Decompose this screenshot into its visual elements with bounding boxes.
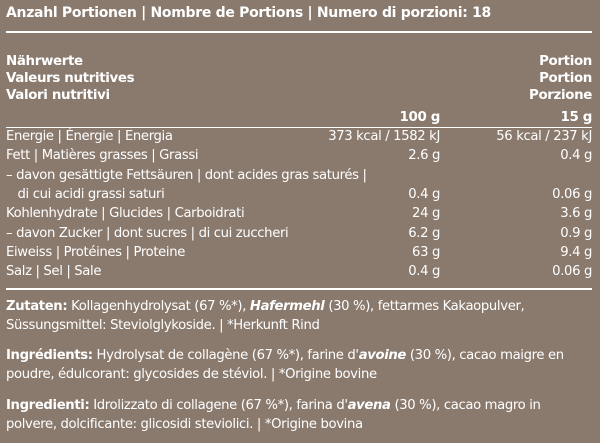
nutrient-row — [6, 245, 592, 261]
header-label-de: Nährwerte — [6, 54, 83, 69]
nutrient-value-100g: 0.4 g — [408, 187, 440, 202]
nutrient-row — [6, 226, 592, 242]
nutrient-value-100g: 24 g — [412, 206, 440, 221]
ingredients-title-de: Zutaten: — [6, 299, 68, 314]
ingredients-text-fr-2: (30 %), cacao maigre en poudre, édulcorant: glycosides de stéviol. | *Origine bovine — [6, 348, 564, 382]
nutrient-value-100g: 373 kcal / 1582 kJ — [328, 129, 440, 144]
nutrient-row — [6, 264, 592, 280]
ingredients-emphasis-de: Hafermehl — [249, 299, 325, 314]
column-15g: 15 g — [560, 110, 592, 125]
nutrient-value-15g: 0.9 g — [560, 226, 592, 241]
nutrient-row — [6, 168, 592, 184]
nutrient-label: – davon Zucker | dont sucres | di cui zuccheri — [6, 226, 289, 241]
nutrient-value-100g: 2.6 g — [408, 148, 440, 163]
header-portion-it: Porzione — [528, 88, 592, 103]
ingredients-emphasis-it: avena — [347, 398, 391, 413]
nutrient-label: Fett | Matières grasses | Grassi — [6, 148, 199, 163]
nutrient-label: Kohlenhydrate | Glucides | Carboidrati — [6, 206, 245, 221]
nutrient-label: Energie | Énergie | Energia — [6, 129, 173, 144]
servings-line: Anzahl Portionen | Nombre de Portions | Numero di porzioni: 18 — [6, 5, 491, 21]
header-row-de — [6, 54, 592, 70]
header-label-it: Valori nutritivi — [6, 88, 110, 103]
ingredients-emphasis-fr: avoine — [358, 348, 407, 363]
ingredients-fr — [6, 347, 592, 384]
header-row-it — [6, 88, 592, 104]
ingredients-de — [6, 298, 592, 335]
top-divider — [6, 31, 592, 33]
ingredients-text-de-2: (30 %), fettarmes Kakaopulver, Süssungsmittel: Steviolglykoside. | *Herkunft Rind — [6, 299, 525, 333]
nutrient-value-100g: 63 g — [412, 245, 440, 260]
nutrient-value-100g: 6.2 g — [408, 226, 440, 241]
ingredients-it — [6, 397, 592, 434]
ingredients-text-it-1: Idrolizzato di collagene (67 %*), farina d' — [89, 398, 348, 413]
nutrient-value-100g: 0.4 g — [408, 264, 440, 279]
ingredients-text-fr-1: Hydrolysat de collagène (67 %*), farine d' — [92, 348, 359, 363]
column-100g: 100 g — [399, 110, 440, 125]
header-label-fr: Valeurs nutritives — [6, 71, 135, 86]
ingredients-text-it-2: (30 %), cacao magro in polvere, dolcificante: glicosidi steviolici. | *Origine bovina — [6, 398, 541, 432]
ingredients-title-fr: Ingrédients: — [6, 348, 93, 363]
table-divider — [6, 127, 592, 128]
header-portion-fr: Portion — [539, 71, 592, 86]
nutrient-row — [6, 129, 592, 145]
nutrient-label: Salz | Sel | Sale — [6, 264, 102, 279]
nutrient-label: di cui acidi grassi saturi — [6, 187, 165, 202]
nutrient-value-15g: 56 kcal / 237 kJ — [496, 129, 592, 144]
nutrient-label: – davon gesättigte Fettsäuren | dont acides gras saturés | — [6, 168, 367, 183]
nutrient-row — [6, 187, 592, 203]
nutrient-label: Eiweiss | Protéines | Proteine — [6, 245, 186, 260]
ingredients-text-de-1: Kollagenhydrolysat (67 %*), — [67, 299, 250, 314]
bottom-divider — [6, 288, 592, 290]
header-row-fr — [6, 71, 592, 87]
nutrient-value-15g: 0.4 g — [560, 148, 592, 163]
nutrient-value-15g: 0.06 g — [552, 264, 592, 279]
column-header-row — [6, 110, 592, 126]
ingredients-title-it: Ingredienti: — [6, 398, 90, 413]
nutrient-row — [6, 206, 592, 222]
header-portion-de: Portion — [539, 54, 592, 69]
nutrient-value-15g: 9.4 g — [560, 245, 592, 260]
nutrient-value-15g: 0.06 g — [552, 187, 592, 202]
nutrient-row — [6, 148, 592, 164]
nutrient-value-15g: 3.6 g — [560, 206, 592, 221]
